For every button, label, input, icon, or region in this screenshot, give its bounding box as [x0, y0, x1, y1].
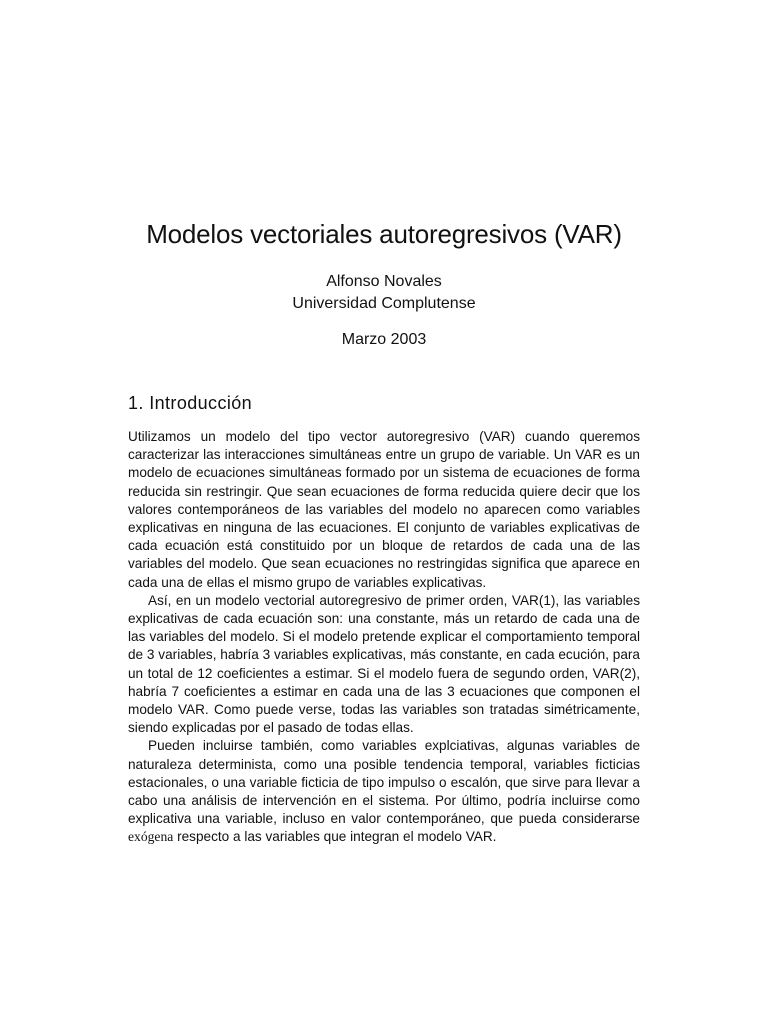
paragraph-3-text-before: Pueden incluirse también, como variables explciativas, algunas variables de naturaleza determinista, como una posible tendencia temporal, variables ficticias estacionales, o una variable ficticia de tipo impulso o escalón, que sirve para llevar a cabo una análisis de intervención en el sistema. Por último, podría incluirse como explicativa una variable, incluso en valor contemporáneo, que pueda considerarse — [128, 738, 640, 827]
paper-date: Marzo 2003 — [341, 331, 427, 348]
author-name: Alfonso Novales — [326, 273, 442, 290]
paragraph-2: Así, en un modelo vectorial autoregresivo de primer orden, VAR(1), las variables explicativas de cada ecuación son: una constante, más un retardo de cada una de las variables del modelo. Si el modelo pretende explicar el comportamiento temporal de 3 variables, habría 3 variables explicativas, más constante, en cada ecución, para un total de 12 coeficientes a estimar. Si el modelo fuera de segundo orden, VAR(2), habría 7 coeficientes a estimar en cada una de las 3 ecuaciones que componen el modelo VAR. Como puede verse, todas las variables son tratadas simétricamente, siendo explicadas por el pasado de todas ellas. — [128, 592, 640, 736]
author-block — [0, 271, 768, 315]
paragraph-3-emphasis: exógena — [128, 829, 174, 845]
paragraph-3 — [128, 737, 640, 846]
paragraph-3-text-after: respecto a las variables que integran el modelo VAR. — [173, 829, 497, 845]
paragraph-1: Utilizamos un modelo del tipo vector autoregresivo (VAR) cuando queremos caracterizar las interacciones simultáneas entre un grupo de variable. Un VAR es un modelo de ecuaciones simultáneas formado por un sistema de ecuaciones de forma reducida sin restringir. Que sean ecuaciones de forma reducida quiere decir que los valores contemporáneos de las variables del modelo no aparecen como variables explicativas en ninguna de las ecuaciones. El conjunto de variables explicativas de cada ecuación está constituido por un bloque de retardos de cada una de las variables del modelo. Que sean ecuaciones no restringidas significa que aparece en cada una de ellas el mismo grupo de variables explicativas. — [128, 429, 640, 590]
section-body — [128, 428, 640, 847]
section-heading: 1. Introducción — [128, 393, 253, 413]
author-affiliation: Universidad Complutense — [292, 295, 476, 312]
paper-title: Modelos vectoriales autoregresivos (VAR) — [146, 219, 622, 249]
